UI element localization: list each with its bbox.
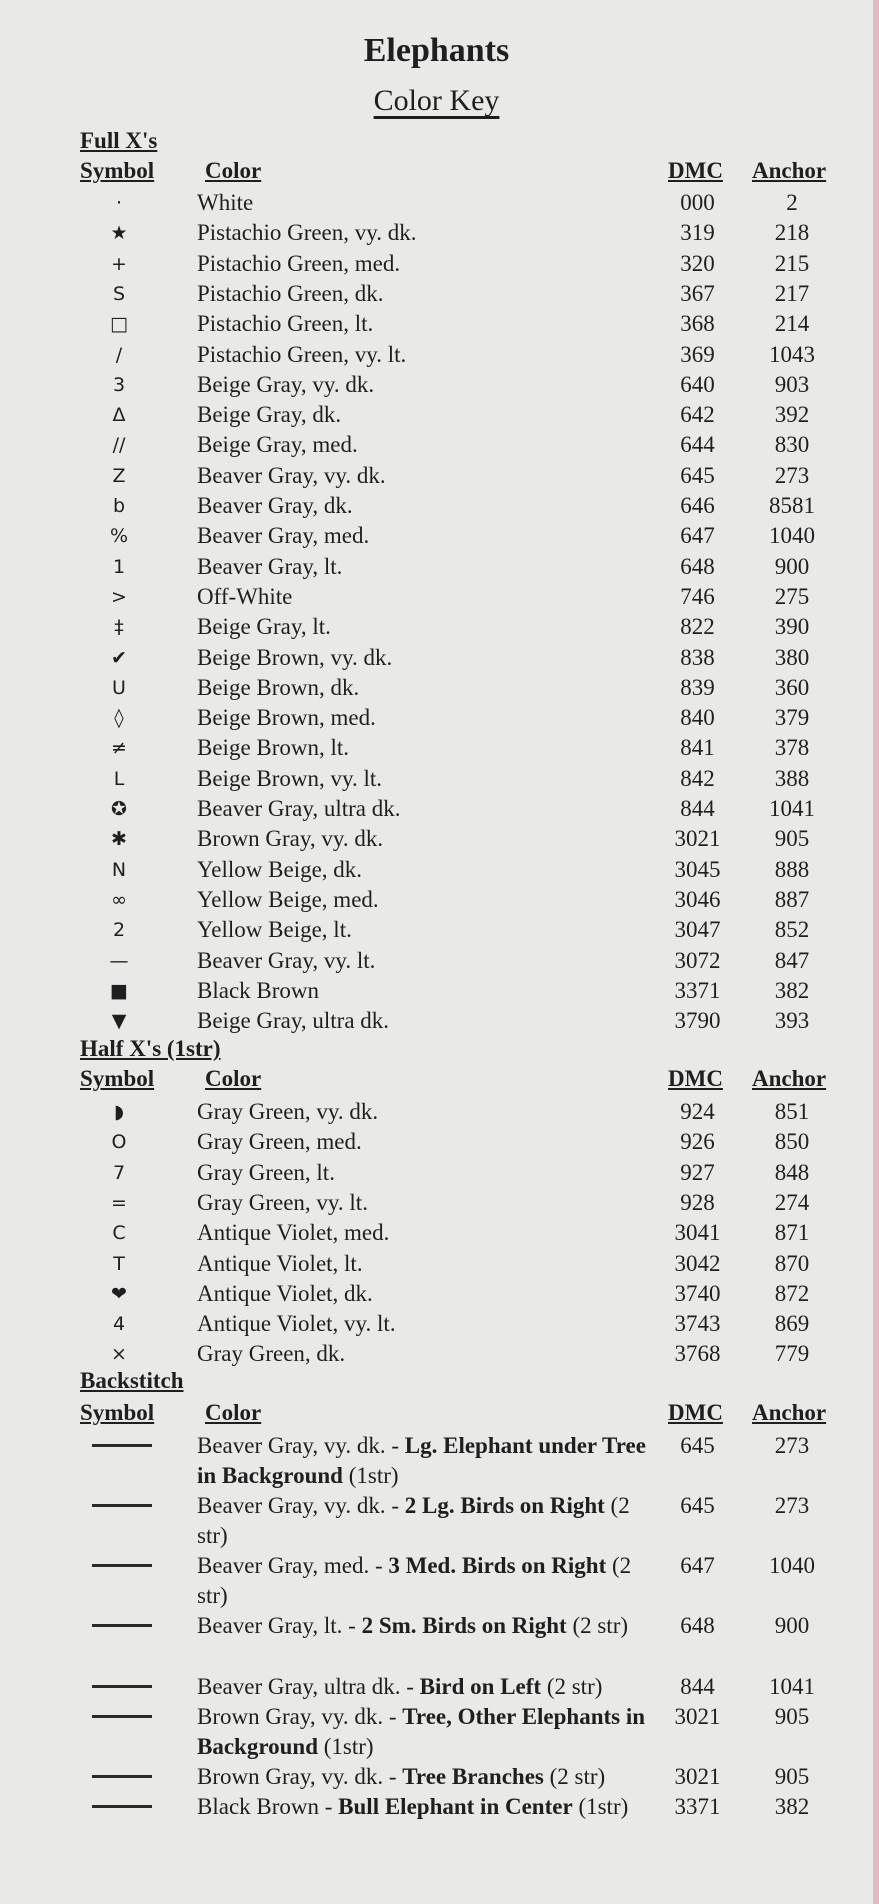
full-header-symbol: Symbol [80, 158, 155, 183]
dmc-number: 367 [680, 280, 715, 306]
full-row [0, 552, 873, 582]
backstitch-line-symbol [92, 1775, 152, 1778]
full-header-dmc: DMC [668, 158, 723, 183]
dmc-number: 648 [680, 553, 715, 579]
color-description [197, 1551, 657, 1611]
full-row [0, 400, 873, 430]
full-row [0, 794, 873, 824]
symbol-glyph: □ [110, 313, 128, 336]
dmc-number: 648 [680, 1613, 715, 1638]
color-name: Gray Green, lt. [197, 1159, 335, 1185]
anchor-number: 8581 [769, 493, 815, 518]
anchor-number: 887 [774, 886, 810, 912]
symbol-glyph: × [111, 1343, 127, 1366]
color-name: Beaver Gray, vy. dk. [197, 462, 386, 488]
color-name: Beaver Gray, lt. [197, 553, 343, 579]
full-row [0, 461, 873, 491]
symbol-glyph: ★ [110, 222, 128, 245]
anchor-number: 388 [774, 765, 810, 791]
dmc-number: 645 [680, 462, 715, 488]
full-row [0, 188, 873, 218]
anchor-number: 830 [774, 432, 810, 458]
dmc-number: 3371 [674, 977, 721, 1003]
dmc-number: 3371 [674, 1794, 721, 1819]
anchor-number: 847 [774, 947, 810, 973]
full-row [0, 430, 873, 460]
backstitch-line-symbol [92, 1624, 152, 1627]
color-name: Gray Green, vy. lt. [197, 1189, 368, 1215]
dmc-number: 3021 [674, 826, 721, 852]
symbol-glyph: ◗ [113, 1101, 124, 1123]
full-row [0, 612, 873, 642]
symbol-glyph: O [111, 1131, 127, 1154]
anchor-number: 380 [774, 644, 810, 670]
color-name: White [197, 190, 254, 215]
symbol-glyph: ‡ [114, 616, 124, 639]
symbol-glyph: 4 [112, 1313, 126, 1336]
color-name: Gray Green, dk. [197, 1341, 346, 1367]
anchor-number: 382 [774, 1794, 810, 1819]
symbol-glyph: = [111, 1191, 127, 1214]
anchor-number: 869 [774, 1311, 810, 1337]
symbol-glyph: ∞ [111, 888, 127, 911]
full-row [0, 976, 873, 1006]
anchor-number: 390 [774, 614, 810, 640]
dmc-number: 645 [680, 1493, 715, 1518]
anchor-number: 900 [774, 553, 810, 579]
dmc-number: 3743 [674, 1311, 721, 1337]
dmc-number: 369 [680, 341, 715, 367]
symbol-glyph: // [112, 434, 126, 457]
full-row [0, 249, 873, 279]
full-row [0, 915, 873, 945]
dmc-number: 924 [680, 1099, 715, 1124]
full-row [0, 279, 873, 309]
color-name: Beaver Gray, dk. [197, 493, 353, 518]
color-name: Pistachio Green, vy. dk. [197, 220, 417, 246]
full-row [0, 370, 873, 400]
anchor-number: 360 [774, 674, 810, 700]
anchor-number: 905 [774, 1764, 810, 1789]
color-name: Beaver Gray, ultra dk. - [197, 1674, 420, 1699]
half-row [0, 1279, 873, 1309]
anchor-number: 392 [774, 402, 810, 428]
half-row [0, 1188, 873, 1218]
full-section-heading: Full X's [80, 128, 158, 153]
dmc-number: 842 [680, 765, 715, 791]
color-name: Antique Violet, lt. [197, 1250, 363, 1276]
full-row [0, 491, 873, 521]
full-row [0, 824, 873, 854]
color-name: Brown Gray, vy. dk. - [197, 1704, 403, 1729]
color-name: Gray Green, med. [197, 1129, 362, 1155]
half-row [0, 1309, 873, 1339]
full-row [0, 703, 873, 733]
full-row [0, 855, 873, 885]
anchor-number: 905 [774, 1704, 810, 1729]
dmc-number: 839 [680, 674, 715, 700]
dmc-number: 3021 [674, 1764, 721, 1789]
color-name: Pistachio Green, lt. [197, 311, 374, 337]
color-name: Beige Gray, dk. [197, 402, 342, 428]
color-name: Black Brown - [197, 1794, 339, 1819]
dmc-number: 3042 [674, 1250, 721, 1276]
color-name: Off-White [197, 583, 293, 609]
dmc-number: 822 [680, 614, 715, 640]
backstitch-line-symbol [92, 1715, 152, 1718]
symbol-glyph: ✔ [111, 646, 127, 669]
dmc-number: 640 [680, 371, 715, 397]
color-description [197, 1792, 657, 1822]
dmc-number: 838 [680, 644, 715, 670]
full-row [0, 764, 873, 794]
full-header-color: Color [205, 158, 262, 183]
dmc-number: 746 [680, 583, 715, 609]
subtitle-text: Color Key [373, 84, 500, 117]
color-name: Black Brown [197, 977, 320, 1003]
symbol-glyph: L [113, 767, 125, 790]
color-description [197, 1702, 657, 1762]
symbol-glyph: 7 [112, 1161, 126, 1184]
backstitch-line-symbol [92, 1504, 152, 1507]
color-name: Beige Gray, vy. dk. [197, 371, 375, 397]
stitch-area: 2 Lg. Birds on Right [404, 1493, 605, 1518]
backstitch-line-symbol [92, 1564, 152, 1567]
symbol-glyph: N [111, 858, 127, 881]
half-row [0, 1158, 873, 1188]
color-name: Pistachio Green, med. [197, 250, 401, 276]
full-row [0, 1006, 873, 1036]
color-name: Beaver Gray, vy. dk. - [197, 1493, 405, 1518]
dmc-number: 3740 [674, 1280, 721, 1306]
color-name: Beige Brown, med. [197, 705, 376, 731]
backstitch-line-symbol [92, 1805, 152, 1808]
symbol-glyph: Δ [112, 404, 126, 427]
anchor-number: 1041 [769, 796, 815, 821]
half-header-anchor: Anchor [752, 1066, 827, 1091]
color-description [197, 1672, 657, 1702]
strand-count: (2 str) [541, 1674, 603, 1699]
full-row [0, 582, 873, 612]
dmc-number: 368 [680, 311, 715, 337]
symbol-glyph: C [112, 1222, 126, 1245]
anchor-number: 273 [774, 1493, 810, 1518]
dmc-number: 320 [680, 250, 715, 276]
anchor-number: 218 [774, 220, 810, 246]
anchor-number: 848 [774, 1159, 810, 1185]
backstitch-header-anchor: Anchor [752, 1400, 827, 1425]
color-name: Beaver Gray, med. [197, 523, 370, 549]
stitch-area: 2 Sm. Birds on Right [361, 1613, 567, 1638]
color-name: Beaver Gray, vy. lt. [197, 947, 376, 973]
dmc-number: 840 [680, 705, 715, 731]
anchor-number: 379 [774, 705, 810, 731]
anchor-number: 888 [774, 856, 810, 882]
symbol-glyph: S [112, 282, 126, 305]
anchor-number: 900 [774, 1613, 810, 1638]
anchor-number: 273 [774, 1433, 810, 1458]
anchor-number: 872 [774, 1280, 810, 1306]
symbol-glyph: ❤ [111, 1282, 127, 1305]
color-name: Yellow Beige, med. [197, 886, 379, 912]
dmc-number: 844 [680, 1674, 715, 1699]
anchor-number: 273 [774, 462, 810, 488]
strand-count: (2 str) [197, 1553, 632, 1608]
color-name: Beige Brown, dk. [197, 674, 360, 700]
backstitch-header-dmc: DMC [668, 1400, 723, 1425]
full-row [0, 673, 873, 703]
color-name: Beaver Gray, lt. - [197, 1613, 362, 1638]
full-row [0, 218, 873, 248]
anchor-number: 274 [774, 1189, 810, 1215]
dmc-number: 000 [680, 190, 715, 215]
anchor-number: 871 [774, 1220, 810, 1246]
dmc-number: 928 [680, 1189, 715, 1215]
anchor-number: 382 [774, 977, 810, 1003]
anchor-number: 1043 [769, 341, 815, 367]
dmc-number: 3047 [674, 917, 721, 943]
symbol-glyph: — [109, 949, 129, 972]
dmc-number: 3021 [674, 1704, 721, 1729]
strand-count: (1str) [572, 1794, 629, 1819]
page-subtitle [0, 84, 873, 118]
color-name: Beige Gray, ultra dk. [197, 1008, 390, 1034]
color-name: Beige Gray, lt. [197, 614, 331, 640]
half-row [0, 1127, 873, 1157]
half-header-color: Color [205, 1066, 262, 1091]
anchor-number: 1040 [769, 523, 815, 549]
dmc-number: 926 [680, 1129, 715, 1155]
backstitch-header-symbol: Symbol [80, 1400, 155, 1425]
anchor-number: 1040 [769, 1553, 815, 1578]
symbol-glyph: Z [112, 464, 126, 487]
symbol-glyph: % [109, 525, 129, 548]
anchor-number: 217 [774, 280, 810, 306]
dmc-number: 927 [680, 1159, 715, 1185]
anchor-number: 905 [774, 826, 810, 852]
color-description [197, 1431, 657, 1491]
stitch-area: Tree, Other Elephants in Background [197, 1704, 646, 1759]
page-title: Elephants [363, 32, 510, 69]
dmc-number: 3790 [674, 1008, 721, 1034]
stitch-area: Tree Branches [402, 1764, 544, 1789]
symbol-glyph: ✱ [111, 828, 127, 851]
symbol-glyph: b [112, 495, 126, 517]
dmc-number: 319 [680, 220, 715, 246]
color-name: Beige Gray, med. [197, 432, 358, 458]
dmc-number: 647 [680, 1553, 715, 1578]
dmc-number: 647 [680, 523, 715, 549]
half-row [0, 1249, 873, 1279]
dmc-number: 646 [680, 493, 715, 518]
symbol-glyph: T [113, 1252, 125, 1275]
anchor-number: 378 [774, 735, 810, 761]
symbol-glyph: / [115, 343, 123, 366]
full-row [0, 643, 873, 673]
full-row [0, 946, 873, 976]
color-name: Beaver Gray, ultra dk. [197, 796, 401, 821]
symbol-glyph: 1 [112, 555, 126, 578]
anchor-number: 870 [774, 1250, 810, 1276]
color-name: Beaver Gray, med. - [197, 1553, 389, 1578]
symbol-glyph: ▼ [111, 1010, 127, 1033]
anchor-number: 903 [774, 371, 810, 397]
color-name: Brown Gray, vy. dk. [197, 826, 384, 852]
backstitch-section-heading: Backstitch [80, 1368, 184, 1393]
anchor-number: 851 [774, 1099, 810, 1124]
stitch-area: Lg. Elephant under Tree in Background [197, 1433, 646, 1488]
symbol-glyph: > [111, 585, 127, 608]
symbol-glyph: · [115, 192, 123, 214]
symbol-glyph: 3 [112, 373, 126, 396]
dmc-number: 3768 [674, 1341, 721, 1367]
anchor-number: 852 [774, 917, 810, 943]
dmc-number: 841 [680, 735, 715, 761]
stitch-area: 3 Med. Birds on Right [388, 1553, 607, 1578]
full-row [0, 521, 873, 551]
color-name: Pistachio Green, vy. lt. [197, 341, 407, 367]
full-row [0, 885, 873, 915]
dmc-number: 3041 [674, 1220, 721, 1246]
anchor-number: 275 [774, 583, 810, 609]
anchor-number: 215 [774, 250, 810, 276]
strand-count: (2 str) [543, 1764, 606, 1789]
color-description [197, 1491, 657, 1551]
color-name: Antique Violet, vy. lt. [197, 1311, 396, 1337]
color-name: Antique Violet, dk. [197, 1280, 373, 1306]
symbol-glyph: ■ [110, 979, 128, 1002]
half-section-heading: Half X's (1str) [80, 1036, 221, 1061]
half-header-symbol: Symbol [80, 1066, 155, 1091]
full-row [0, 309, 873, 339]
color-name: Gray Green, vy. dk. [197, 1099, 379, 1124]
color-description [197, 1611, 657, 1641]
anchor-number: 214 [774, 311, 810, 337]
anchor-number: 393 [774, 1008, 810, 1034]
backstitch-line-symbol [92, 1444, 152, 1447]
color-name: Pistachio Green, dk. [197, 280, 384, 306]
symbol-glyph: ✪ [111, 798, 127, 820]
anchor-number: 850 [774, 1129, 810, 1155]
color-name: Beige Brown, lt. [197, 735, 350, 761]
color-name: Beaver Gray, vy. dk. - [197, 1433, 405, 1458]
anchor-number: 779 [774, 1341, 810, 1367]
color-name: Yellow Beige, dk. [197, 856, 363, 882]
full-header-anchor: Anchor [752, 158, 827, 183]
symbol-glyph: ≠ [111, 737, 127, 760]
dmc-number: 642 [680, 402, 715, 428]
color-description [197, 1762, 657, 1792]
full-row [0, 340, 873, 370]
strand-count: (2 str) [566, 1613, 629, 1638]
stitch-area: Bull Elephant in Center [338, 1794, 573, 1819]
half-row [0, 1097, 873, 1127]
stitch-area: Bird on Left [419, 1674, 542, 1699]
anchor-number: 1041 [769, 1674, 815, 1699]
symbol-glyph: 2 [112, 919, 126, 942]
dmc-number: 644 [680, 432, 715, 458]
color-name: Brown Gray, vy. dk. - [197, 1764, 403, 1789]
color-name: Beige Brown, vy. lt. [197, 765, 383, 791]
strand-count: (1str) [318, 1734, 374, 1759]
color-name: Antique Violet, med. [197, 1220, 390, 1246]
symbol-glyph: + [111, 252, 127, 275]
half-header-dmc: DMC [668, 1066, 723, 1091]
strand-count: (1str) [342, 1463, 399, 1488]
dmc-number: 645 [680, 1433, 715, 1458]
half-row [0, 1339, 873, 1369]
half-row [0, 1218, 873, 1248]
dmc-number: 3072 [674, 947, 721, 973]
dmc-number: 844 [680, 796, 715, 821]
backstitch-line-symbol [92, 1685, 152, 1688]
anchor-number: 2 [786, 190, 798, 215]
symbol-glyph: ◊ [114, 707, 124, 730]
color-name: Beige Brown, vy. dk. [197, 644, 393, 670]
color-name: Yellow Beige, lt. [197, 917, 352, 943]
dmc-number: 3046 [674, 886, 721, 912]
backstitch-header-color: Color [205, 1400, 262, 1425]
dmc-number: 3045 [674, 856, 721, 882]
full-row [0, 733, 873, 763]
strand-count: (2 str) [197, 1493, 630, 1548]
page-edge [873, 0, 879, 1904]
symbol-glyph: U [112, 676, 126, 699]
